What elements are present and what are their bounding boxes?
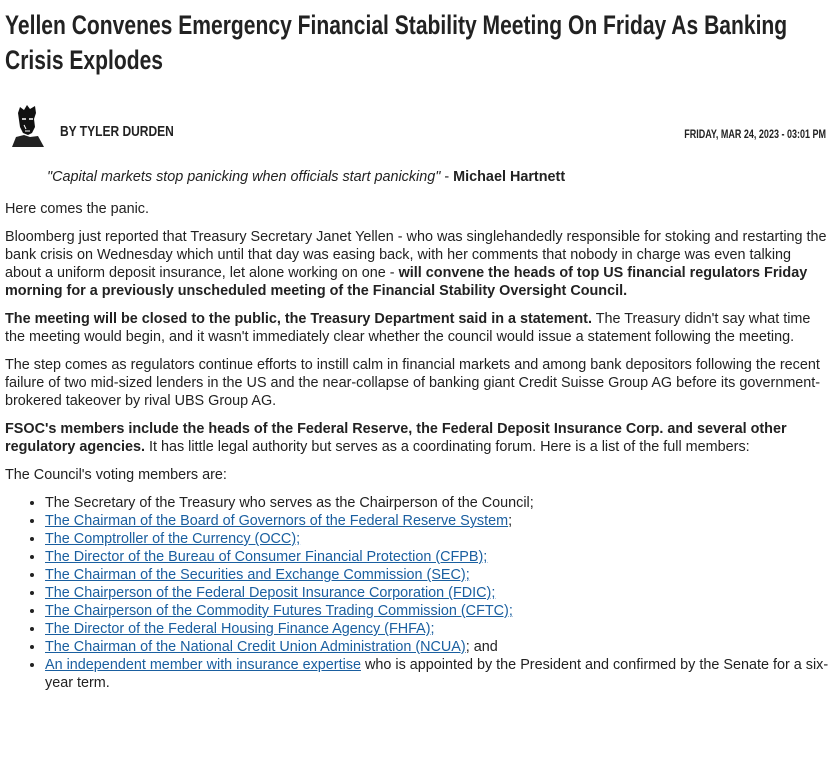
member-link[interactable]: The Comptroller of the Currency (OCC); bbox=[45, 531, 301, 547]
list-item bbox=[45, 530, 831, 548]
members-list bbox=[5, 494, 831, 692]
p2-bold: will convene the heads of top US financial regulators Friday morning for a previously unscheduled meeting of the Financial Stability Oversight Council. bbox=[5, 265, 808, 299]
author-avatar-icon[interactable] bbox=[8, 105, 46, 147]
member-text: The Secretary of the Treasury who serves as the Chairperson of the Council; bbox=[45, 495, 534, 511]
p3-bold: The meeting will be closed to the public, the Treasury Department said in a statement. bbox=[5, 311, 592, 327]
publish-date: FRIDAY, MAR 24, 2023 - 03:01 PM bbox=[684, 127, 826, 141]
paragraph-4: The step comes as regulators continue efforts to instill calm in financial markets and among bank depositors following the recent failure of two mid-sized lenders in the US and the near-collapse of banking giant Credit Suisse Group AG before its government-brokered takeover by rival UBS Group AG. bbox=[5, 357, 821, 409]
author-link[interactable]: BY TYLER DURDEN bbox=[60, 123, 174, 140]
paragraph-3 bbox=[5, 310, 831, 346]
member-suffix: ; bbox=[508, 513, 513, 529]
byline bbox=[5, 105, 831, 155]
member-link[interactable]: The Chairman of the National Credit Union Administration (NCUA) bbox=[45, 639, 466, 655]
article-title: Yellen Convenes Emergency Financial Stability Meeting On Friday As Banking Crisis Explodes bbox=[5, 10, 788, 75]
quote-separator: - bbox=[440, 169, 454, 185]
list-item bbox=[45, 584, 831, 602]
p2-text: Bloomberg just reported that Treasury Secretary Janet Yellen - who was singlehandedly responsible for stoking and restarting the bank crisis on Wednesday which until that day was easing back, with her comments that nobody in charge was even talking about a uniform deposit insurance, let alone working on one - bbox=[5, 229, 827, 281]
list-item bbox=[45, 566, 831, 584]
p3-text: The Treasury didn't say what time the meeting would begin, and it wasn't immediately clear whether the council would issue a statement following the meeting. bbox=[5, 311, 811, 345]
member-suffix: who is appointed by the President and confirmed by the Senate for a six-year term. bbox=[45, 657, 829, 691]
quote-text: "Capital markets stop panicking when officials start panicking" bbox=[47, 169, 441, 185]
member-link[interactable]: The Chairperson of the Commodity Futures Trading Commission (CFTC); bbox=[45, 603, 513, 619]
list-item bbox=[45, 656, 831, 692]
list-item bbox=[45, 512, 831, 530]
paragraph-1: Here comes the panic. bbox=[5, 201, 149, 217]
list-item bbox=[45, 620, 831, 638]
list-item bbox=[45, 602, 831, 620]
p5-bold: FSOC's members include the heads of the Federal Reserve, the Federal Deposit Insurance Corp. and several other regulatory agencies. bbox=[5, 421, 787, 455]
member-link[interactable]: The Chairman of the Securities and Exchange Commission (SEC); bbox=[45, 567, 470, 583]
quote-attribution: Michael Hartnett bbox=[453, 169, 566, 185]
member-suffix: ; and bbox=[465, 639, 498, 655]
member-link[interactable]: An independent member with insurance expertise bbox=[45, 657, 361, 673]
member-link[interactable]: The Director of the Federal Housing Finance Agency (FHFA); bbox=[45, 621, 435, 637]
paragraph-6: The Council's voting members are: bbox=[5, 467, 227, 483]
pull-quote bbox=[47, 168, 831, 186]
list-item bbox=[45, 638, 831, 656]
list-item bbox=[45, 494, 831, 512]
member-link[interactable]: The Chairperson of the Federal Deposit Insurance Corporation (FDIC); bbox=[45, 585, 496, 601]
member-link[interactable]: The Chairman of the Board of Governors of the Federal Reserve System bbox=[45, 513, 509, 529]
article bbox=[0, 8, 836, 692]
paragraph-5 bbox=[5, 420, 831, 456]
p5-text: It has little legal authority but serves as a coordinating forum. Here is a list of the full members: bbox=[144, 439, 750, 455]
list-item bbox=[45, 548, 831, 566]
member-link[interactable]: The Director of the Bureau of Consumer Financial Protection (CFPB); bbox=[45, 549, 488, 565]
paragraph-2 bbox=[5, 228, 831, 300]
